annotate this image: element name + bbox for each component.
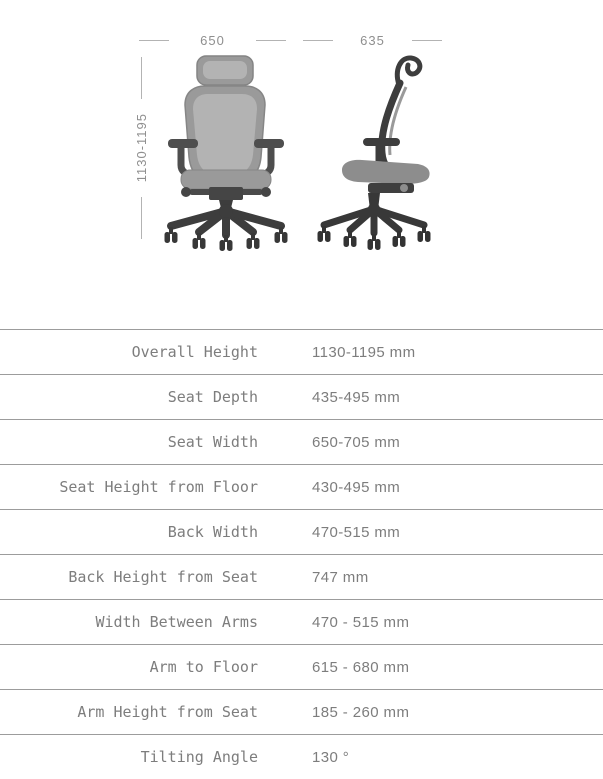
dimension-dash xyxy=(139,40,169,41)
dimension-dash xyxy=(303,40,333,41)
spec-label: Width Between Arms xyxy=(95,613,258,631)
spec-value: 470-515 mm xyxy=(312,523,401,541)
front-width-dimension-label: 650 xyxy=(200,33,225,48)
spec-row-arm-height-from-seat xyxy=(0,689,603,734)
front-width-dimension xyxy=(139,33,286,48)
spec-value: 747 mm xyxy=(312,568,369,586)
spec-label: Back Width xyxy=(167,523,258,541)
spec-label: Overall Height xyxy=(131,343,258,361)
spec-label: Seat Width xyxy=(167,433,258,451)
spec-row-back-width xyxy=(0,509,603,554)
spec-value: 130 ° xyxy=(312,748,350,766)
spec-label: Seat Depth xyxy=(167,388,258,406)
spec-value: 470 - 515 mm xyxy=(312,613,410,631)
spec-label: Arm Height from Seat xyxy=(77,703,258,721)
spec-row-width-between-arms xyxy=(0,599,603,644)
spec-table xyxy=(0,329,603,779)
dimension-dash xyxy=(141,57,142,99)
chair-side-view-illustration xyxy=(306,53,444,253)
spec-value: 185 - 260 mm xyxy=(312,703,410,721)
dimension-dash xyxy=(256,40,286,41)
chair-dimension-diagram xyxy=(0,0,603,329)
overall-height-dimension-label: 1130-1195 xyxy=(133,113,149,183)
spec-label: Arm to Floor xyxy=(149,658,258,676)
chair-front-view-illustration xyxy=(155,53,297,253)
spec-row-overall-height xyxy=(0,329,603,374)
spec-value: 615 - 680 mm xyxy=(312,658,410,676)
overall-height-dimension xyxy=(128,57,154,239)
spec-row-seat-depth xyxy=(0,374,603,419)
spec-row-seat-height-from-floor xyxy=(0,464,603,509)
side-depth-dimension-label: 635 xyxy=(360,33,385,48)
spec-row-tilting-angle xyxy=(0,734,603,779)
spec-row-arm-to-floor xyxy=(0,644,603,689)
dimension-dash xyxy=(141,197,142,239)
spec-label: Seat Height from Floor xyxy=(59,478,258,496)
spec-row-seat-width xyxy=(0,419,603,464)
spec-row-back-height-from-seat xyxy=(0,554,603,599)
spec-value: 430-495 mm xyxy=(312,478,401,496)
spec-value: 1130-1195 mm xyxy=(312,343,416,361)
spec-label: Back Height from Seat xyxy=(68,568,258,586)
dimension-dash xyxy=(412,40,442,41)
spec-value: 650-705 mm xyxy=(312,433,401,451)
side-depth-dimension xyxy=(303,33,442,48)
spec-label: Tilting Angle xyxy=(140,748,258,766)
spec-value: 435-495 mm xyxy=(312,388,401,406)
